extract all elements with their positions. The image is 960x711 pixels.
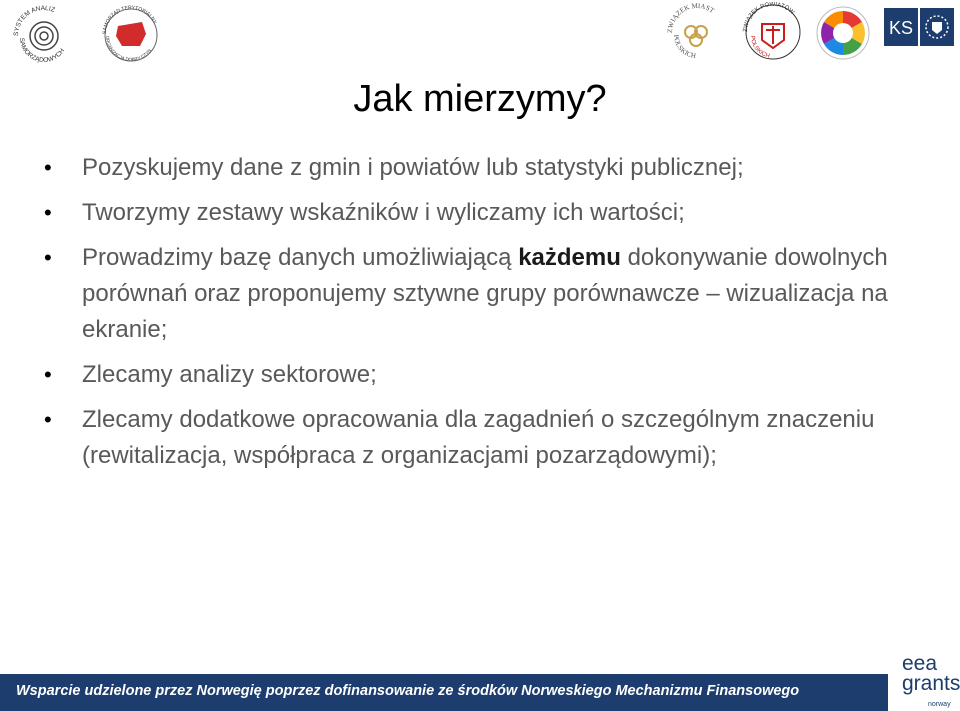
header-logos: [0, 0, 960, 70]
grants-text: grants: [902, 672, 960, 695]
eea-grants-logo: [898, 652, 960, 711]
footer-text: Wsparcie udzielone przez Norwegię poprzez dofinansowanie ze środków Norweskiego Mechanizmu Finansowego: [16, 683, 800, 699]
svg-text:SAMORZĄDOWYCH: SAMORZĄDOWYCH: [17, 37, 67, 64]
logo-text: SYSTEM ANALIZ: [12, 4, 56, 37]
footer-bar: [0, 674, 888, 711]
svg-text:ZWIĄZEK MIAST: ZWIĄZEK MIAST: [666, 2, 716, 34]
bullet-list: [44, 150, 924, 483]
emphasis-text: każdemu: [518, 244, 621, 271]
ks-logo: [884, 8, 954, 46]
zwiazek-powiatow-logo: [742, 0, 804, 64]
zwiazek-miast-logo: [666, 2, 728, 64]
svg-text:SYSTEM ANALIZ: [13, 5, 56, 36]
system-analiz-logo: [10, 2, 78, 64]
svg-text:ORGANIZACJA DOBRY CZYN: ORGANIZACJA DOBRY CZYN: [104, 35, 153, 63]
bullet-icon: •: [44, 245, 52, 270]
svg-text:KS: KS: [888, 18, 914, 38]
bullet-item: • Tworzymy zestawy wskaźników i wyliczamy ich wartości;: [44, 195, 924, 231]
bullet-item: • Prowadzimy bazę danych umożliwiającą każdemu dokonywanie dowolnych porównań oraz proponujemy sztywne grupy porównawcze – wizualizacja na ekranie;: [44, 240, 924, 348]
bullet-icon: •: [44, 407, 52, 432]
eea-text: eea: [902, 652, 938, 675]
bullet-item: • Zlecamy analizy sektorowe;: [44, 357, 924, 393]
bullet-item: • Zlecamy dodatkowe opracowania dla zagadnień o szczególnym znaczeniu (rewitalizacja, współpraca z organizacjami pozarządowymi);: [44, 402, 924, 474]
svg-text:ZWIĄZEK POWIATÓW: ZWIĄZEK POWIATÓW: [742, 1, 795, 33]
bullet-item: • Pozyskujemy dane z gmin i powiatów lub statystyki publicznej;: [44, 150, 924, 186]
circle-logo: [814, 4, 872, 62]
bullet-icon: •: [44, 200, 52, 225]
svg-text:SAMORZĄD TERYTORIALNY: SAMORZĄD TERYTORIALNY: [101, 4, 158, 35]
svg-text:POLSKICH: POLSKICH: [748, 35, 771, 60]
norway-text: norway: [928, 701, 951, 708]
samorzad-terytorialny-logo: [100, 4, 162, 64]
svg-text:POLSKICH: POLSKICH: [671, 34, 697, 61]
bullet-icon: •: [44, 155, 52, 180]
slide-title: Jak mierzymy?: [353, 78, 607, 120]
bullet-icon: •: [44, 362, 52, 387]
